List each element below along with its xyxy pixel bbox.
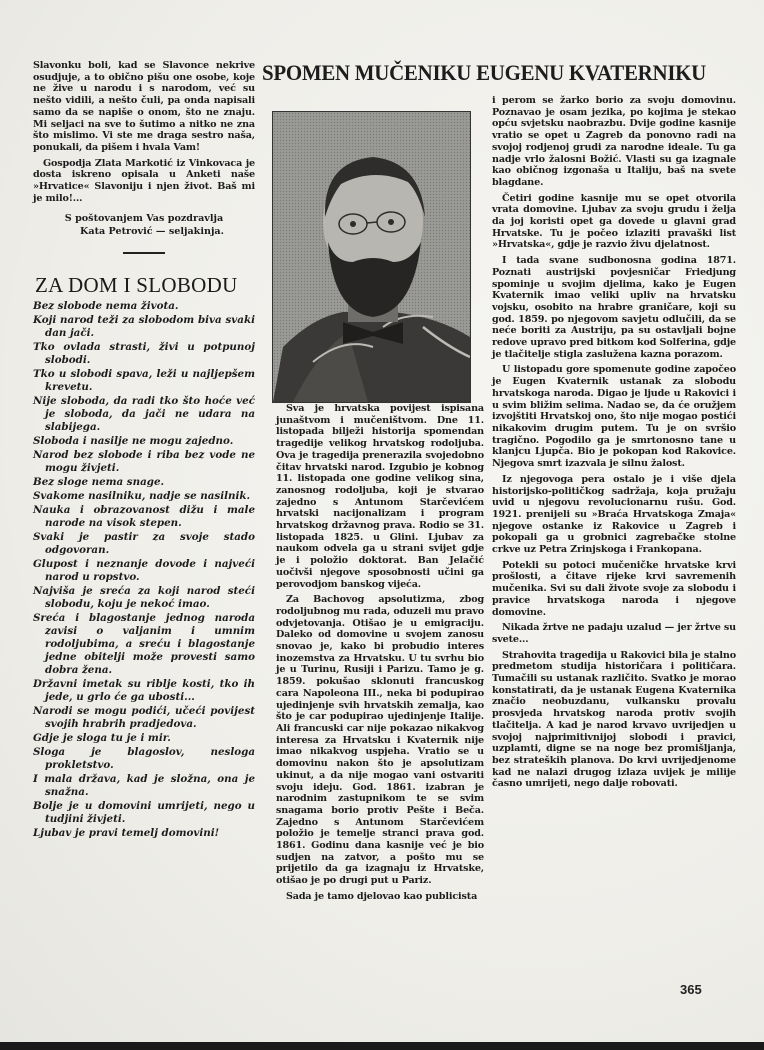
maxim-item: Koji narod teži za slobodom biva svaki dan jači. bbox=[33, 314, 255, 340]
article-paragraph: Potekli su potoci mučeničke hrvatske krvi prošlosti, a čitave rijeke krvi savremenih mučenika. Svi su dali živote svoje za slobodu i pravice hrvatskoga naroda i njegove domovine. bbox=[492, 559, 736, 618]
right-column bbox=[492, 95, 736, 794]
maxim-item: Narod bez slobode i riba bez vode ne mogu živjeti. bbox=[33, 449, 255, 475]
letter-paragraph: Slavonku boli, kad se Slavonce nekrive osudjuje, a to obično pišu one osobe, koje ne žive u narodu i s narodom, već su nešto vidili, a nešto čuli, pa onda napisali samo da se napiše o onom, što ne znaju. Mi seljaci na sve to šutimo a nitko ne zna što mislimo. Vi ste me draga sestro naša, ponukali, da pišem i hvala Vam! bbox=[33, 60, 255, 153]
maxim-item: Nije sloboda, da radi tko što hoće već je sloboda, da jači ne udara na slabijega. bbox=[33, 395, 255, 434]
article-paragraph: Sada je tamo djelovao kao publicista bbox=[286, 890, 478, 902]
article-paragraph: Iz njegovoga pera ostalo je i više djela historijsko-političkog sadržaja, koja pružaju uvid u njegovu revolucionarnu rušu. God. 1921. prenijeli su »Braća Hrvatskoga Zmaja« njegove ostanke iz Rakovice u Zagreb i pokopali ga u grobnici zagrebačke stolne crkve uz Petra Zrinjskoga i Frankopana. bbox=[492, 473, 736, 556]
letter-closing: S poštovanjem Vas pozdravlja bbox=[64, 213, 224, 225]
scan-edge bbox=[0, 1042, 764, 1050]
maxim-item: Bez sloge nema snage. bbox=[33, 476, 165, 489]
article-paragraph: Sva je hrvatska povijest ispisana junaštvom i mučeništvom. Dne 11. listopada bilježi historija spomendan tragedije velikog hrvatskog rodoljuba. Ova je tragedija prenerazila svojedobno čitav hrvatski narod. Izgubio je kobnog 11. listopada one godine velikog sina, zanosnog rodoljuba, koji je stvarao zajedno s Antunom Starčevićem hrvatski nacijonalizam i program hrvatskog državnog prava. Rodio se 31. listopada 1825. u Glini. Ljubav za naukom odvela ga u strani svijet gdje je i položio doktorat. Ban Jelačić uočivši njegove sposobnosti učini ga perovodjom banskog vijeća. bbox=[276, 403, 484, 590]
maxim-item: Svakome nasilniku, nadje se nasilnik. bbox=[33, 490, 251, 503]
middle-column bbox=[276, 403, 484, 907]
maxim-item: Najviša je sreća za koji narod steći slobodu, koju je nekoć imao. bbox=[33, 585, 255, 611]
maxim-item: Ljubav je pravi temelj domovini! bbox=[33, 827, 220, 840]
article-paragraph: Za Bachovog apsolutizma, zbog rodoljubnog mu rada, oduzeli mu pravo odvjetovanja. Otišao je u emigraciju. Daleko od domovine u svojem zanosu snovao je, kako bi probudio interes inozemstva za Hrvatsku. U tu svrhu bio je u Turinu, Rusiji i Parizu. Tamo je g. 1859. pokušao sklonuti francuskog cara Napoleona III., neka bi podupirao ujedinjenje svih hrvatskih zemalja, kao što je car podupirao ujedinjenje Italije. Ali francuski car nije pokazao nikakvog interesa za Hrvatsku i Kvaternik nije imao nikakvog uspjeha. Vratio se u domovinu nakon što je apsolutizam ukinut, a da nije mogao vani ostvariti svoju ideju. God. 1861. izabran je narodnim zastupnikom te se svim snagama borio protiv Pešte i Beča. Zajedno s Antunom Starčevićem položio je temelje stranci prava god. 1861. Godinu dana kasnije već je bio sudjen na zatvor, a pošto mu se prijetilo da ga izagnaju iz Hrvatske, otišao je po drugi put u Pariz. bbox=[276, 594, 484, 887]
maxim-item: Tko ovlada strasti, živi u potpunoj slobodi. bbox=[33, 341, 255, 367]
maxim-item: Bolje je u domovini umrijeti, nego u tudjini živjeti. bbox=[33, 800, 255, 826]
article-paragraph: Četiri godine kasnije mu se opet otvorila vrata domovine. Ljubav za svoju grudu i želja da joj koristi opet ga dovede u glavni grad Hrvatske. Tu je počeo izlaziti pravaški list »Hrvatska«, gdje je razvio živu djelatnost. bbox=[492, 192, 736, 251]
maxim-item: Državni imetak su riblje kosti, tko ih jede, u grlo će ga ubosti... bbox=[33, 678, 255, 704]
maxim-item: Gdje je sloga tu je i mir. bbox=[33, 732, 171, 745]
letter-signature-block bbox=[33, 212, 255, 238]
maxim-item: Sloboda i nasilje ne mogu zajedno. bbox=[33, 435, 234, 448]
maxim-item: Sloga je blagoslov, nesloga prokletstvo. bbox=[33, 746, 255, 772]
article-paragraph: i perom se žarko borio za svoju domovinu. Poznavao je osam jezika, po kojima je stekao opću svjetsku naobrazbu. Dvije godine kasnije vratio se opet u Zagreb da ponovno radi na svojoj rodjenoj grudi za narodne ideale. Tu ga nadje vrlo žalosni Božić. Vlasti su ga izagnale kao običnog izgonaša u Italiju, baš na svete blagdane. bbox=[492, 95, 736, 188]
article-paragraph: Strahovita tragedija u Rakovici bila je stalno predmetom studija historičara i političara. Tumačili su ustanak različito. Svatko je morao konstatirati, da je ustanak Eugena Kvaternika značio neobuzdanu, vulkansku provalu prosvjeda hrvatskog naroda protiv svojih tlačitelja. A kad je narod krvavo uvrijedjen u svojoj najprimitivnijoj slobodi i pravici, uzplamti, digne se na noge bez promišljanja, bez strateških planova. Do krvi uvrijedjenome kad ne nalazi drugog izlaza uvijek je milije časno umrijeti, nego dalje robovati. bbox=[492, 649, 736, 790]
section-divider bbox=[123, 252, 165, 254]
maxims-title: ZA DOM I SLOBODU bbox=[35, 273, 238, 298]
letter-paragraph: Gospodja Zlata Markotić iz Vinkovaca je dosta iskreno opisala u Anketi naše »Hrvatice« Slavoniju i njen život. Baš mi je milo!... bbox=[33, 157, 255, 204]
article-title: SPOMEN MUČENIKU EUGENU KVATERNIKU bbox=[262, 60, 707, 85]
maxim-item: I mala država, kad je složna, ona je snažna. bbox=[33, 773, 255, 799]
article-paragraph: U listopadu gore spomenute godine započeo je Eugen Kvaternik ustanak za slobodu hrvatskoga naroda. Digao je ljude u Rakovici i u svim bližim selima. Nadao se, da će oružjem izvojštiti Hrvatskoj ono, što nije mogao postići nikakovim drugim putem. Tu je on svršio tragično. Pogodilo ga je smrtonosno tane u klanjcu Ljupča. Bio je pokopan kod Rakovice. Njegova smrt izazvala je silnu žalost. bbox=[492, 364, 736, 470]
maxims-list bbox=[33, 300, 255, 840]
maxim-item: Tko u slobodi spava, leži u najljepšem krevetu. bbox=[33, 368, 255, 394]
maxim-item: Glupost i neznanje dovode i najveći narod u ropstvo. bbox=[33, 558, 255, 584]
left-column bbox=[33, 60, 255, 841]
maxim-item: Sreća i blagostanje jednog naroda zavisi o valjanim i umnim rodoljubima, a sreću i blagostanje jedne obitelji može provesti samo dobra žena. bbox=[33, 612, 255, 677]
maxim-item: Svaki je pastir za svoje stado odgovoran. bbox=[33, 531, 255, 557]
maxim-item: Bez slobode nema života. bbox=[33, 300, 179, 313]
letter-signature: Kata Petrović — seljakinja. bbox=[80, 226, 224, 238]
maxim-item: Narodi se mogu podići, učeći povijest svojih hrabrih pradjedova. bbox=[33, 705, 255, 731]
article-paragraph: I tada svane sudbonosna godina 1871. Poznati austrijski povjesničar Friedjung spominje u svojim djelima, kako je Eugen Kvaternik imao veliki upliv na hrvatsku vojsku, osobito na hrabre graničare, koji su god. 1859. po njegovom savjetu odlučili, da se neće boriti za Austriju, pa su ostavljali bojne redove upravo pred bitkom kod Solferina, gdje je tlačitelje stigla zaslužena kazna porazom. bbox=[492, 255, 736, 360]
portrait-illustration bbox=[273, 112, 470, 402]
article-paragraph: Nikada žrtve ne padaju uzalud — jer žrtve su svete... bbox=[492, 622, 736, 645]
maxim-item: Nauka i obrazovanost dižu i male narode na visok stepen. bbox=[33, 504, 255, 530]
page-number: 365 bbox=[680, 982, 702, 997]
portrait-image bbox=[272, 111, 471, 403]
